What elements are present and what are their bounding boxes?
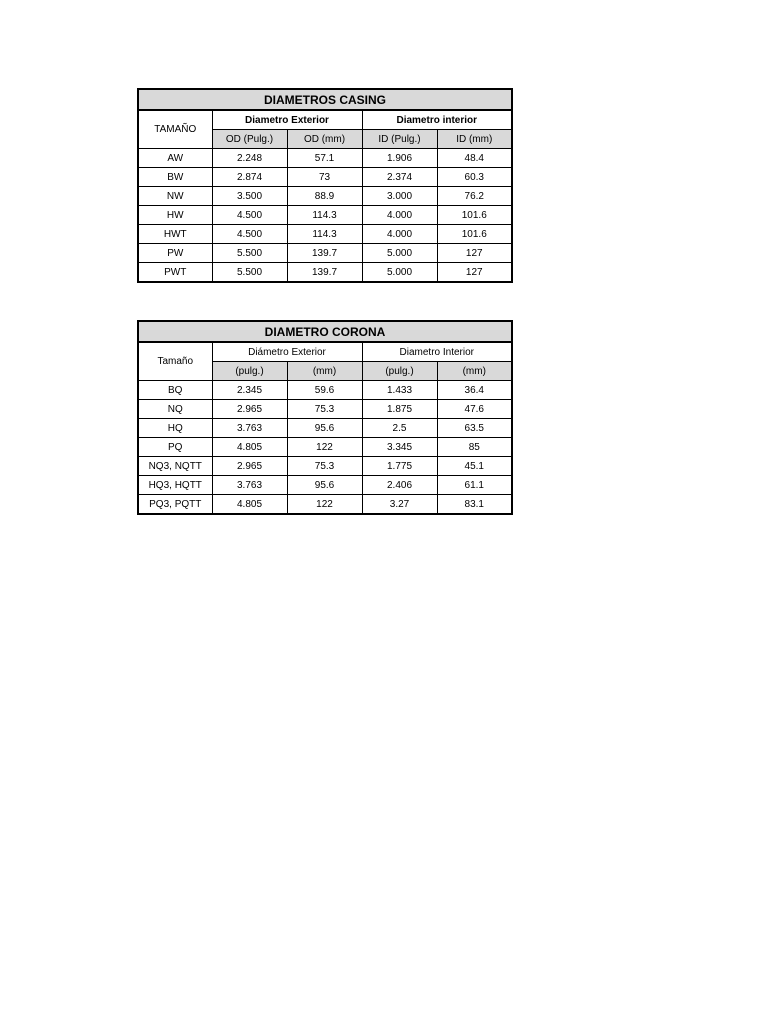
- casing-value-cell: 60.3: [437, 168, 512, 187]
- corona-value-cell: 3.27: [362, 495, 437, 515]
- corona-inner-diameter-header: Diametro Interior: [362, 342, 512, 362]
- corona-value-cell: 1.875: [362, 400, 437, 419]
- corona-value-cell: 2.406: [362, 476, 437, 495]
- corona-size-cell: BQ: [138, 381, 212, 400]
- casing-value-cell: 101.6: [437, 206, 512, 225]
- corona-group-header-row: [138, 342, 512, 362]
- casing-value-cell: 57.1: [287, 149, 362, 168]
- corona-value-cell: 36.4: [437, 381, 512, 400]
- casing-size-cell: PWT: [138, 263, 212, 283]
- casing-subheader: ID (Pulg.): [362, 130, 437, 149]
- corona-value-cell: 75.3: [287, 457, 362, 476]
- corona-subheader: (pulg.): [362, 362, 437, 381]
- corona-table-row: [138, 495, 512, 515]
- casing-table-row: [138, 263, 512, 283]
- corona-value-cell: 95.6: [287, 476, 362, 495]
- corona-body: [138, 381, 512, 515]
- corona-outer-diameter-header: Diámetro Exterior: [212, 342, 362, 362]
- casing-size-cell: BW: [138, 168, 212, 187]
- corona-value-cell: 47.6: [437, 400, 512, 419]
- corona-value-cell: 63.5: [437, 419, 512, 438]
- corona-value-cell: 3.763: [212, 476, 287, 495]
- corona-value-cell: 95.6: [287, 419, 362, 438]
- casing-value-cell: 48.4: [437, 149, 512, 168]
- corona-subheader: (pulg.): [212, 362, 287, 381]
- casing-value-cell: 127: [437, 263, 512, 283]
- casing-table-row: [138, 206, 512, 225]
- corona-size-cell: PQ: [138, 438, 212, 457]
- corona-value-cell: 59.6: [287, 381, 362, 400]
- corona-value-cell: 2.345: [212, 381, 287, 400]
- casing-group-header-row: [138, 110, 512, 130]
- corona-value-cell: 4.805: [212, 438, 287, 457]
- casing-value-cell: 4.500: [212, 206, 287, 225]
- corona-table-row: [138, 400, 512, 419]
- corona-value-cell: 1.433: [362, 381, 437, 400]
- corona-value-cell: 4.805: [212, 495, 287, 515]
- casing-value-cell: 5.500: [212, 244, 287, 263]
- casing-inner-diameter-header: Diametro interior: [362, 110, 512, 130]
- corona-value-cell: 85: [437, 438, 512, 457]
- casing-value-cell: 73: [287, 168, 362, 187]
- corona-title: DIAMETRO CORONA: [138, 321, 512, 342]
- casing-value-cell: 4.500: [212, 225, 287, 244]
- corona-size-cell: HQ3, HQTT: [138, 476, 212, 495]
- corona-table-row: [138, 476, 512, 495]
- corona-value-cell: 3.345: [362, 438, 437, 457]
- casing-value-cell: 139.7: [287, 263, 362, 283]
- corona-subheader: (mm): [287, 362, 362, 381]
- casing-value-cell: 114.3: [287, 225, 362, 244]
- casing-value-cell: 3.000: [362, 187, 437, 206]
- casing-value-cell: 76.2: [437, 187, 512, 206]
- corona-value-cell: 2.5: [362, 419, 437, 438]
- casing-table-row: [138, 187, 512, 206]
- corona-table-row: [138, 457, 512, 476]
- casing-size-cell: PW: [138, 244, 212, 263]
- corona-value-cell: 45.1: [437, 457, 512, 476]
- corona-value-cell: 83.1: [437, 495, 512, 515]
- corona-size-cell: NQ: [138, 400, 212, 419]
- casing-body: [138, 149, 512, 283]
- corona-table-row: [138, 419, 512, 438]
- corona-title-row: [138, 321, 512, 342]
- corona-size-cell: HQ: [138, 419, 212, 438]
- corona-table: [137, 320, 513, 515]
- casing-title: DIAMETROS CASING: [138, 89, 512, 110]
- casing-value-cell: 127: [437, 244, 512, 263]
- casing-value-cell: 5.000: [362, 263, 437, 283]
- casing-value-cell: 88.9: [287, 187, 362, 206]
- corona-size-cell: PQ3, PQTT: [138, 495, 212, 515]
- corona-value-cell: 2.965: [212, 457, 287, 476]
- casing-table: [137, 88, 513, 283]
- corona-value-cell: 122: [287, 495, 362, 515]
- corona-value-cell: 2.965: [212, 400, 287, 419]
- corona-subheader: (mm): [437, 362, 512, 381]
- corona-value-cell: 122: [287, 438, 362, 457]
- casing-size-cell: HW: [138, 206, 212, 225]
- casing-size-header: TAMAÑO: [138, 110, 212, 149]
- casing-table-row: [138, 244, 512, 263]
- casing-title-row: [138, 89, 512, 110]
- corona-size-cell: NQ3, NQTT: [138, 457, 212, 476]
- casing-value-cell: 5.000: [362, 244, 437, 263]
- corona-value-cell: 75.3: [287, 400, 362, 419]
- corona-table-row: [138, 381, 512, 400]
- casing-table-row: [138, 225, 512, 244]
- casing-size-cell: AW: [138, 149, 212, 168]
- corona-value-cell: 1.775: [362, 457, 437, 476]
- casing-subheader: OD (mm): [287, 130, 362, 149]
- casing-value-cell: 4.000: [362, 225, 437, 244]
- corona-size-header: Tamaño: [138, 342, 212, 381]
- casing-outer-diameter-header: Diametro Exterior: [212, 110, 362, 130]
- casing-subheader: OD (Pulg.): [212, 130, 287, 149]
- casing-value-cell: 5.500: [212, 263, 287, 283]
- casing-value-cell: 3.500: [212, 187, 287, 206]
- casing-value-cell: 1.906: [362, 149, 437, 168]
- casing-subheader: ID (mm): [437, 130, 512, 149]
- casing-value-cell: 114.3: [287, 206, 362, 225]
- corona-value-cell: 3.763: [212, 419, 287, 438]
- casing-size-cell: HWT: [138, 225, 212, 244]
- casing-table-row: [138, 168, 512, 187]
- casing-value-cell: 101.6: [437, 225, 512, 244]
- casing-value-cell: 139.7: [287, 244, 362, 263]
- casing-value-cell: 4.000: [362, 206, 437, 225]
- corona-value-cell: 61.1: [437, 476, 512, 495]
- casing-size-cell: NW: [138, 187, 212, 206]
- corona-table-row: [138, 438, 512, 457]
- casing-value-cell: 2.874: [212, 168, 287, 187]
- casing-value-cell: 2.248: [212, 149, 287, 168]
- casing-table-row: [138, 149, 512, 168]
- casing-value-cell: 2.374: [362, 168, 437, 187]
